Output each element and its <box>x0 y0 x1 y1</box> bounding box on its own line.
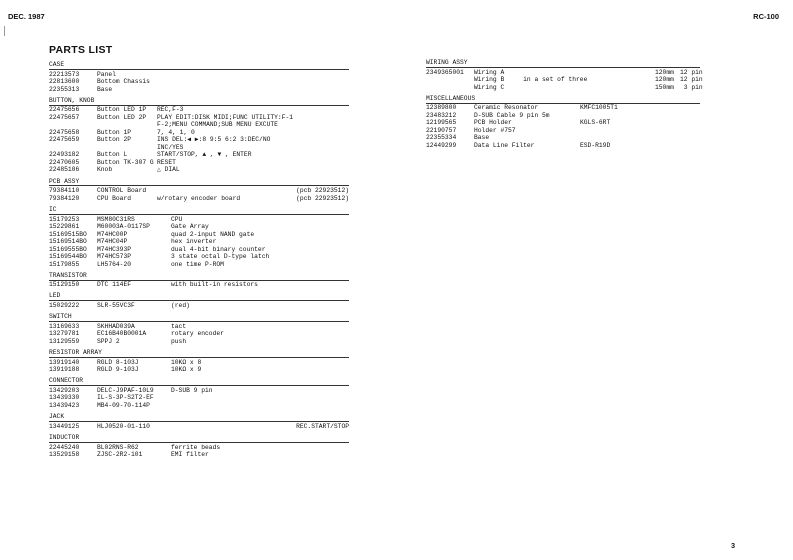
part-number: 12199565 <box>426 119 457 127</box>
part-number: 15169515BO <box>49 230 87 238</box>
parts-row <box>49 195 349 203</box>
part-number: 22493182 <box>49 151 80 159</box>
parts-row <box>49 281 349 289</box>
part-name: SLR-55VC3F <box>97 302 135 310</box>
part-description: hex inverter <box>171 238 217 246</box>
part-description: Gate Array <box>171 223 209 231</box>
part-description: 10KΩ x 8 <box>171 358 202 366</box>
part-name: CPU Board <box>97 194 132 202</box>
parts-row <box>49 231 349 239</box>
part-number: 22190757 <box>426 126 457 134</box>
parts-row <box>49 151 349 159</box>
parts-section <box>49 272 349 289</box>
part-description <box>580 127 700 135</box>
part-name: Knob <box>97 166 113 174</box>
part-number: 15169544BO <box>49 253 87 261</box>
part-description: quad 2-input NAND gate <box>171 230 255 238</box>
parts-row <box>49 114 349 122</box>
part-name: M74HC393P <box>97 245 132 253</box>
part-name: IL-S-3P-S2T2-EF <box>97 394 154 402</box>
parts-section <box>49 61 349 93</box>
left-parts-column <box>49 61 349 462</box>
part-description: START/STOP, ▲ , ▼ , ENTER <box>157 151 252 159</box>
part-name: Base <box>474 134 490 142</box>
header-model: RC-100 <box>753 12 779 21</box>
parts-row <box>49 423 349 431</box>
parts-row <box>49 253 349 261</box>
parts-row <box>426 68 703 77</box>
part-name: Button L <box>97 151 128 159</box>
part-description: PLAY EDIT:DISK MIDI;FUNC UTILITY:F-1 <box>157 113 294 121</box>
part-number: 13129559 <box>49 337 80 345</box>
parts-row <box>49 323 349 331</box>
part-name: RGLD 8-103J <box>97 358 139 366</box>
part-name: RGLD 9-103J <box>97 366 139 374</box>
part-name: Button 1P <box>97 128 132 136</box>
part-number: 79384120 <box>49 194 80 202</box>
parts-row <box>49 129 349 137</box>
parts-row <box>426 142 700 150</box>
part-number: 22475658 <box>49 128 80 136</box>
part-number: 79384110 <box>49 187 80 195</box>
section-title: BUTTON, KNOB <box>49 97 349 106</box>
part-name: Button 2P <box>97 136 132 144</box>
parts-row <box>49 387 349 395</box>
part-description <box>171 394 349 402</box>
parts-row <box>49 187 349 195</box>
part-description: KGLS-6RT <box>580 119 611 127</box>
parts-row <box>49 246 349 254</box>
part-number: 15129150 <box>49 281 80 289</box>
part-description: rotary encoder <box>171 330 224 338</box>
parts-section <box>49 413 349 430</box>
part-name: Base <box>97 85 113 93</box>
part-number: 15229861 <box>49 223 80 231</box>
part-description: with built-in resistors <box>171 281 258 289</box>
part-name: M60003A-0117SP <box>97 223 150 231</box>
part-description <box>171 402 349 410</box>
parts-row <box>49 159 349 167</box>
part-number: 13439423 <box>49 401 80 409</box>
section-title: TRANSISTOR <box>49 272 349 281</box>
part-description: 10KΩ x 9 <box>171 366 202 374</box>
section-title: WIRING ASSY <box>426 59 700 68</box>
section-title: LED <box>49 292 349 301</box>
part-description: D-SUB 9 pin <box>171 386 213 394</box>
part-name: Holder #757 <box>474 126 516 134</box>
part-name: Button LED 2P <box>97 113 147 121</box>
part-number: 15029222 <box>49 302 80 310</box>
part-name: M74HC04P <box>97 238 128 246</box>
parts-section <box>49 206 349 268</box>
part-name: Wiring A <box>474 68 505 76</box>
parts-row <box>49 359 349 367</box>
part-description: ferrite beads <box>171 443 221 451</box>
parts-row <box>49 261 349 269</box>
part-name: HLJ0520-01-110 <box>97 422 150 430</box>
part-number: 13429203 <box>49 386 80 394</box>
wire-pins: 12 pin <box>680 68 703 76</box>
parts-section <box>49 292 349 309</box>
part-number: 23483212 <box>426 111 457 119</box>
parts-section <box>426 95 700 150</box>
part-description <box>580 112 700 120</box>
part-name: LH5764-20 <box>97 260 132 268</box>
part-description <box>157 86 349 94</box>
parts-section <box>49 178 349 203</box>
parts-section <box>49 377 349 409</box>
wire-pins: 12 pin <box>680 76 703 84</box>
section-title: RESISTOR ARRAY <box>49 349 349 358</box>
part-number: 2349365001 <box>426 68 464 76</box>
part-number: 22475659 <box>49 136 80 144</box>
part-number: 13449125 <box>49 422 80 430</box>
parts-row <box>49 451 349 459</box>
part-name: Data Line Filter <box>474 141 535 149</box>
part-description: RESET <box>157 158 176 166</box>
part-number: 13439330 <box>49 394 80 402</box>
parts-row <box>49 106 349 114</box>
part-number: 13919188 <box>49 366 80 374</box>
parts-row <box>49 338 349 346</box>
parts-section <box>49 349 349 374</box>
part-name: Ceramic Resonator <box>474 104 539 112</box>
part-number: 13529158 <box>49 451 80 458</box>
parts-row <box>49 78 349 86</box>
parts-row <box>49 86 349 94</box>
part-description: (red) <box>171 302 190 310</box>
section-title: INDUCTOR <box>49 434 349 443</box>
part-description: △ DIAL <box>157 166 180 174</box>
part-description: tact <box>171 322 187 330</box>
wire-pins: 3 pin <box>680 83 703 91</box>
part-name: M74HC573P <box>97 253 132 261</box>
parts-section <box>49 97 349 174</box>
part-name: Wiring C <box>474 83 505 91</box>
part-description: INS DEL:◀ ▶:8 9:5 6:2 3:DEC/NO <box>157 136 271 144</box>
part-description <box>580 134 700 142</box>
part-number: 22813600 <box>49 78 80 86</box>
parts-row <box>49 394 349 402</box>
part-name: Button TK-307 G <box>97 158 154 166</box>
part-note: (pcb 22923512) <box>296 194 349 202</box>
parts-row <box>426 76 703 84</box>
part-name: SKHHAD039A <box>97 322 135 330</box>
part-description: EMI filter <box>171 451 209 458</box>
part-number: 13169633 <box>49 322 80 330</box>
part-name: SPPJ 2 <box>97 337 120 345</box>
part-description <box>157 78 349 86</box>
part-description <box>157 187 296 195</box>
part-name: DELC-J9PAF-10L9 <box>97 386 154 394</box>
part-number: 22355313 <box>49 85 80 93</box>
part-name: Bottom Chassis <box>97 78 150 86</box>
part-description: 7, 4, 1, 0 <box>157 128 195 136</box>
part-description: 3 state octal D-type latch <box>171 253 270 261</box>
part-note: (pcb 22923512) <box>296 187 349 195</box>
part-number: 22355334 <box>426 134 457 142</box>
parts-row <box>49 302 349 310</box>
part-number: 22485106 <box>49 166 80 174</box>
part-description: REC,F-3 <box>157 106 184 114</box>
part-number <box>426 76 474 84</box>
part-number: 13279781 <box>49 330 80 338</box>
wire-length: 150mm <box>655 83 674 91</box>
part-name: DTC 114EF <box>97 281 132 289</box>
part-name: MB4-09-70-114P <box>97 401 150 409</box>
part-description <box>157 71 349 79</box>
parts-row <box>49 71 349 79</box>
part-description: CPU <box>171 215 183 223</box>
page-title: PARTS LIST <box>49 44 113 56</box>
parts-row <box>49 216 349 224</box>
part-number: 12389800 <box>426 104 457 112</box>
part-description: one time P-ROM <box>171 260 224 268</box>
parts-row <box>49 166 349 174</box>
header-date: DEC. 1987 <box>8 12 45 21</box>
section-title: JACK <box>49 413 349 422</box>
part-number: 13919140 <box>49 358 80 366</box>
part-description: w/rotary encoder board <box>157 194 241 202</box>
margin-mark <box>4 26 5 36</box>
part-number: 15179855 <box>49 260 80 268</box>
part-description <box>171 423 296 431</box>
parts-row <box>426 104 700 112</box>
part-name: ZJSC-2R2-101 <box>97 451 143 458</box>
parts-row <box>49 366 349 374</box>
part-name: CONTROL Board <box>97 187 147 195</box>
parts-row <box>426 134 700 142</box>
parts-row <box>426 112 700 120</box>
parts-row <box>49 223 349 231</box>
part-number: 22475656 <box>49 106 80 114</box>
part-description: push <box>171 337 187 345</box>
parts-row <box>49 136 349 144</box>
part-name: Button LED 1P <box>97 106 147 114</box>
part-name: M74HC00P <box>97 230 128 238</box>
section-title: PCB ASSY <box>49 178 349 187</box>
part-name: MSM80C31RS <box>97 215 135 223</box>
section-title: CONNECTOR <box>49 377 349 386</box>
parts-row <box>49 330 349 338</box>
part-description-continued: F-2;MENU COMMAND;SUB MENU EXCUTE <box>157 121 278 129</box>
section-title: SWITCH <box>49 313 349 322</box>
parts-row <box>49 444 349 452</box>
part-name: Panel <box>97 70 116 78</box>
part-description: dual 4-bit binary counter <box>171 245 266 253</box>
part-description-continued: INC/YES <box>157 143 184 151</box>
parts-section <box>49 313 349 345</box>
part-name: Wiring B in a set of three <box>474 76 588 84</box>
part-number: 15169514BO <box>49 238 87 246</box>
section-title: CASE <box>49 61 349 70</box>
part-number: 15179253 <box>49 215 80 223</box>
part-name: EC16B40B0001A <box>97 330 147 338</box>
parts-row <box>426 127 700 135</box>
part-number: 22445240 <box>49 443 80 451</box>
parts-row <box>426 83 703 92</box>
parts-section <box>426 59 703 91</box>
part-name: PCB Holder <box>474 119 512 127</box>
page-number: 3 <box>731 543 735 550</box>
part-number: 22475657 <box>49 113 80 121</box>
part-number: 22470605 <box>49 158 80 166</box>
part-name: D-SUB Cable 9 pin 5m <box>474 111 550 119</box>
section-title: IC <box>49 206 349 215</box>
section-title: MISCELLANEOUS <box>426 95 700 104</box>
part-number: 22213573 <box>49 70 80 78</box>
part-description: KMFC1005T1 <box>580 104 618 112</box>
wire-length: 120mm <box>655 68 674 76</box>
part-number: 15169555BO <box>49 245 87 253</box>
parts-row <box>426 119 700 127</box>
part-note: REC.START/STOP <box>296 422 349 430</box>
right-parts-column <box>426 59 703 153</box>
parts-row <box>49 402 349 410</box>
part-number: 12449299 <box>426 141 457 149</box>
part-name: BL02RNS-R62 <box>97 443 139 451</box>
part-number <box>426 84 474 92</box>
parts-section <box>49 434 349 459</box>
part-description: ESD-R19D <box>580 141 611 149</box>
parts-row <box>49 238 349 246</box>
wire-length: 120mm <box>655 76 674 84</box>
